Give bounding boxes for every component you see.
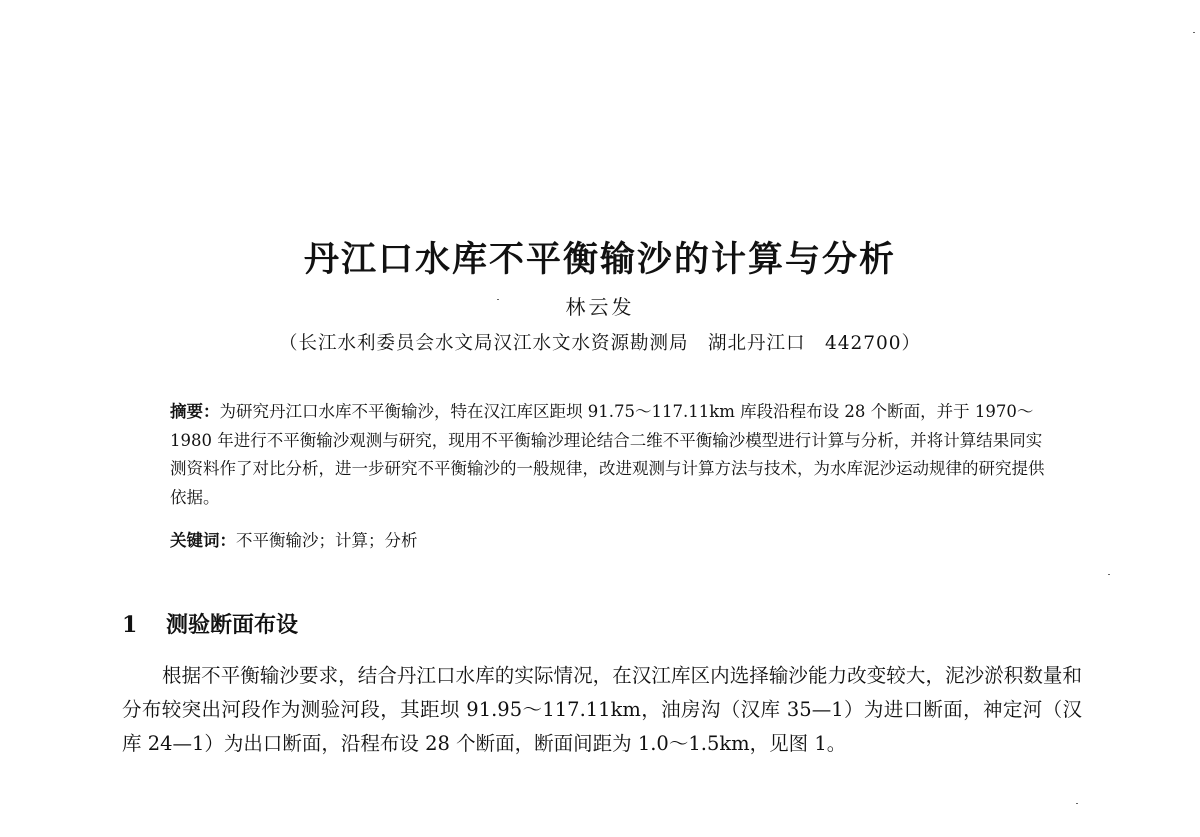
abstract-paragraph bbox=[170, 398, 1050, 512]
abstract-text: 为研究丹江口水库不平衡输沙，特在汉江库区距坝 91.75～117.11km 库段沿程布设 28 个断面，并于 1970～1980 年进行不平衡输沙观测与研究，现用不平衡输沙理论结合二维不平衡输沙模型进行计算与分析，并将计算结果同实测资料作了对比分析，进一步研究不平衡输沙的一般规律，改进观测与计算方法与技术，为水库泥沙运动规律的研究提供依据。 bbox=[170, 402, 1045, 507]
section-number: 1 bbox=[122, 612, 138, 638]
keywords-text: 不平衡输沙；计算；分析 bbox=[236, 531, 418, 550]
section-title: 测验断面布设 bbox=[166, 612, 299, 638]
scan-speck bbox=[1108, 574, 1110, 575]
keywords-label: 关键词： bbox=[170, 531, 236, 550]
scan-speck bbox=[1076, 803, 1078, 804]
abstract-label: 摘要： bbox=[170, 402, 220, 421]
scan-speck bbox=[497, 299, 499, 300]
paper-title: 丹江口水库不平衡输沙的计算与分析 bbox=[303, 240, 896, 281]
abstract-block bbox=[170, 398, 1050, 512]
section-1-paragraph: 根据不平衡输沙要求，结合丹江口水库的实际情况，在汉江库区内选择输沙能力改变较大，泥沙淤积数量和分布较突出河段作为测验河段，其距坝 91.95～117.11km，油房沟（汉库 35—1）为进口断面，神定河（汉库 24—1）为出口断面，沿程布设 28 个断面，断面间距为 1.0～1.5km，见图 1。 bbox=[122, 664, 1082, 755]
section-1-heading bbox=[122, 608, 298, 642]
keywords-line bbox=[170, 527, 1050, 555]
scan-speck bbox=[1193, 32, 1195, 33]
author-name: 林云发 bbox=[565, 295, 635, 319]
author-affiliation: （长江水利委员会水文局汉江水文水资源勘测局 湖北丹江口 442700） bbox=[278, 333, 922, 354]
